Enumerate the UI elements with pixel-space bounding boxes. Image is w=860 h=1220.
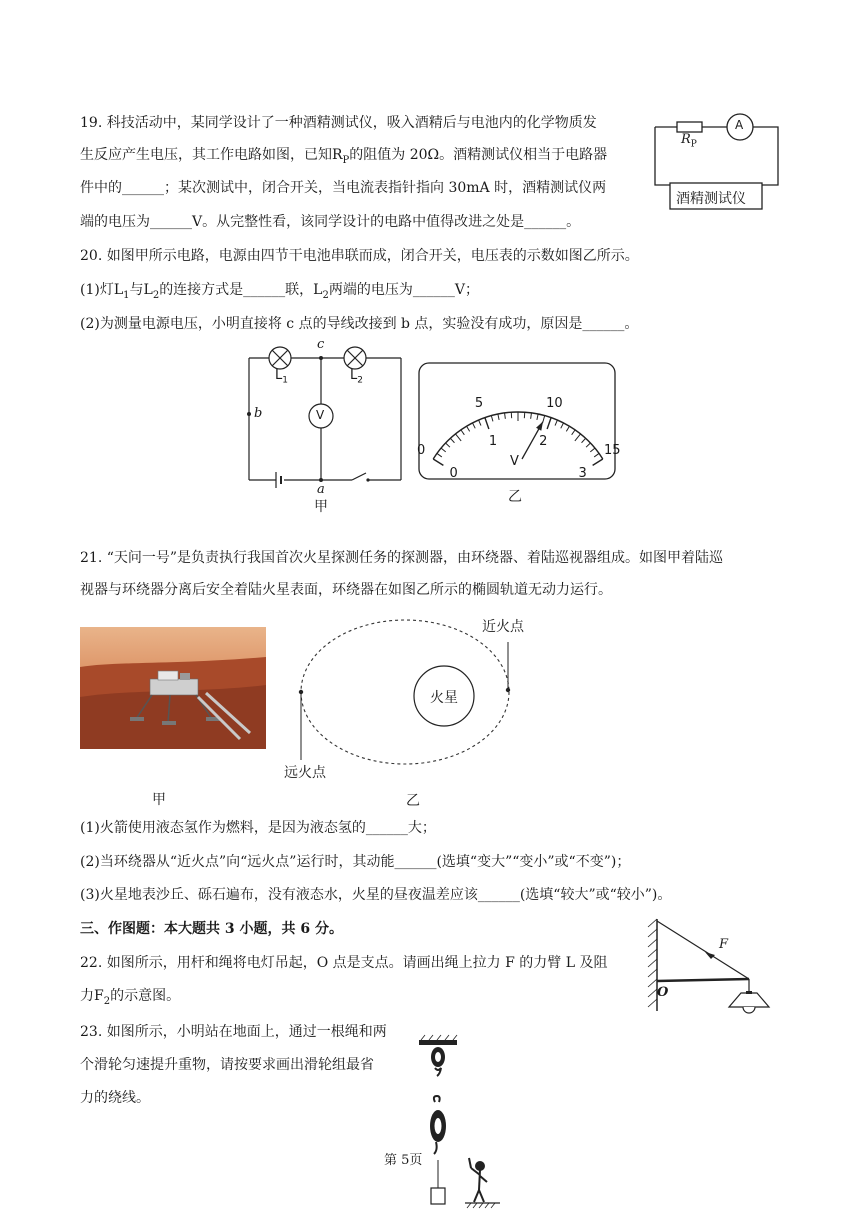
section-3-title: 三、作图题：本大题共 3 小题，共 6 分。 bbox=[80, 919, 343, 939]
q20-l2-sub3: 2 bbox=[322, 290, 328, 301]
q20-l2-sub1: 1 bbox=[123, 290, 129, 301]
q22-line-2 bbox=[80, 986, 180, 1012]
q21-caption-yi: 乙 bbox=[406, 790, 420, 810]
q20-c-label: c bbox=[317, 337, 324, 352]
q23-movable-pulley bbox=[430, 1096, 446, 1154]
q22-lamp-bulb bbox=[743, 1007, 755, 1013]
q23-ceiling bbox=[419, 1040, 457, 1045]
q21-line-2: 视器与环绕器分离后安全着陆火星表面，环绕器在如图乙所示的椭圆轨道无动力运行。 bbox=[80, 580, 612, 600]
q21-line-1: 21. “天问一号”是负责执行我国首次火星探测任务的探测器，由环绕器、着陆巡视器组成。如图甲着陆巡 bbox=[80, 548, 723, 568]
q20-fig-l1: L bbox=[275, 368, 282, 383]
q22-l2b: 的示意图。 bbox=[110, 988, 180, 1004]
q20-dial-unit: V bbox=[510, 454, 519, 469]
q20-node-b bbox=[247, 412, 251, 416]
q20-node-c bbox=[319, 356, 323, 360]
q20-line-3: (2)为测量电源电压，小明直接将 c 点的导线改接到 b 点，实验没有成功，原因是______。 bbox=[80, 314, 638, 334]
q20-dial-top-5: 5 bbox=[475, 396, 483, 411]
q20-lamp-l1 bbox=[269, 347, 291, 369]
q19-line-4: 端的电压为______V。从完整性看，该同学设计的电路中值得改进之处是______。 bbox=[80, 212, 580, 232]
q20-dial-bottom-0: 0 bbox=[450, 466, 458, 481]
q21-mars-rover-photo bbox=[80, 627, 266, 749]
q20-dial-top-0: 0 bbox=[417, 443, 425, 458]
q19-rp-sub: P bbox=[343, 155, 350, 166]
q21-orbit-ellipse bbox=[301, 620, 509, 764]
q20-fig-l1-sub: 1 bbox=[282, 376, 288, 386]
q23-line-3: 力的绕线。 bbox=[80, 1088, 150, 1108]
q23-pulley-figure bbox=[405, 1030, 515, 1216]
q23-weight bbox=[431, 1188, 445, 1204]
q22-lamp-shade bbox=[729, 993, 769, 1007]
q22-l2a: 力F bbox=[80, 988, 104, 1004]
q20-dial-bottom-3: 3 bbox=[578, 466, 586, 481]
q21-orbit-figure bbox=[280, 610, 540, 810]
q20-l2-sub2: 2 bbox=[153, 290, 159, 301]
q22-wall-hatch bbox=[648, 919, 657, 1007]
q20-l2a: (1)灯L bbox=[80, 282, 123, 298]
q20-dial-top-10: 10 bbox=[546, 396, 563, 411]
q23-line-2: 个滑轮匀速提升重物，请按要求画出滑轮组最省 bbox=[80, 1055, 374, 1075]
q20-circuit-jia bbox=[240, 340, 410, 518]
q19-line-3: 件中的______；某次测试中，闭合开关，当电流表指针指向 30mA 时，酒精测试仪两 bbox=[80, 178, 606, 198]
q20-l2c: 的连接方式是______联，L bbox=[159, 282, 322, 298]
q22-lever-figure bbox=[645, 915, 775, 1025]
q22-rod bbox=[657, 979, 749, 981]
q20-switch bbox=[352, 473, 366, 480]
q23-person bbox=[469, 1158, 487, 1202]
q20-l1-label bbox=[275, 368, 288, 386]
q21-near-label: 近火点 bbox=[482, 616, 524, 636]
q23-line-1: 23. 如图所示，小明站在地面上，通过一根绳和两 bbox=[80, 1022, 387, 1042]
q21-sub-2: (2)当环绕器从“近火点”向“远火点”运行时，其动能______(选填“变大”“变小”或“不变”)； bbox=[80, 852, 630, 872]
q22-rope bbox=[657, 921, 749, 979]
q21-sub-1: (1)火箭使用液态氢作为燃料，是因为液态氢的______大； bbox=[80, 818, 436, 838]
q19-resistor-rp bbox=[677, 122, 702, 132]
q23-fixed-pulley bbox=[431, 1047, 445, 1076]
q19-circuit-figure bbox=[650, 110, 785, 215]
q20-dial-bottom-1: 1 bbox=[489, 434, 497, 449]
q22-l2-sub: 2 bbox=[104, 996, 110, 1007]
q20-l2b: 与L bbox=[130, 282, 153, 298]
q19-fig-ammeter-label: A bbox=[735, 118, 743, 132]
q19-fig-rp-label bbox=[681, 132, 697, 150]
q19-fig-rp-sub: P bbox=[691, 140, 697, 150]
q20-voltmeter-dial-yi bbox=[418, 362, 618, 507]
q19-line-2-text-b: 的阻值为 20Ω。酒精测试仪相当于电路器 bbox=[349, 147, 607, 163]
q19-line-2 bbox=[80, 145, 607, 171]
q20-l2-label bbox=[350, 368, 363, 386]
q19-fig-box-label: 酒精测试仪 bbox=[676, 188, 746, 208]
q20-dial-top-15: 15 bbox=[604, 443, 621, 458]
q19-fig-rp: R bbox=[681, 132, 691, 147]
q20-dial-bottom-2: 2 bbox=[539, 434, 547, 449]
q20-a-label: a bbox=[317, 482, 325, 497]
q21-far-label: 远火点 bbox=[284, 762, 326, 782]
q22-f-label: F bbox=[719, 937, 728, 952]
q22-force-arrow bbox=[705, 952, 715, 959]
q19-line-1: 19. 科技活动中，某同学设计了一种酒精测试仪，吸入酒精后与电池内的化学物质发 bbox=[80, 113, 597, 133]
page-number: 第 5页 bbox=[384, 1149, 422, 1168]
q21-sub-3: (3)火星地表沙丘、砾石遍布，没有液态水，火星的昼夜温差应该______(选填“较大”或“较小”)。 bbox=[80, 885, 671, 905]
q19-line-2-text: 生反应产生电压，其工作电路如图，已知R bbox=[80, 147, 343, 163]
q20-line-1: 20. 如图甲所示电路，电源由四节干电池串联而成，闭合开关，电压表的示数如图乙所示。 bbox=[80, 246, 639, 266]
q20-line-2 bbox=[80, 280, 479, 306]
q20-lamp-l2 bbox=[344, 347, 366, 369]
q22-o-label: O bbox=[657, 985, 668, 1000]
q22-line-1: 22. 如图所示，用杆和绳将电灯吊起，O 点是支点。请画出绳上拉力 F 的力臂 L 及阻 bbox=[80, 953, 607, 973]
q20-caption-yi: 乙 bbox=[508, 486, 522, 506]
q20-l2d: 两端的电压为______V； bbox=[329, 282, 479, 298]
q20-caption-jia: 甲 bbox=[314, 496, 328, 516]
q20-b-label: b bbox=[254, 406, 262, 421]
q20-fig-l2-sub: 2 bbox=[357, 376, 363, 386]
q20-v-label: V bbox=[316, 408, 324, 422]
q21-mars-label: 火星 bbox=[430, 687, 458, 707]
q20-fig-l2: L bbox=[350, 368, 357, 383]
q21-caption-jia: 甲 bbox=[152, 789, 166, 809]
